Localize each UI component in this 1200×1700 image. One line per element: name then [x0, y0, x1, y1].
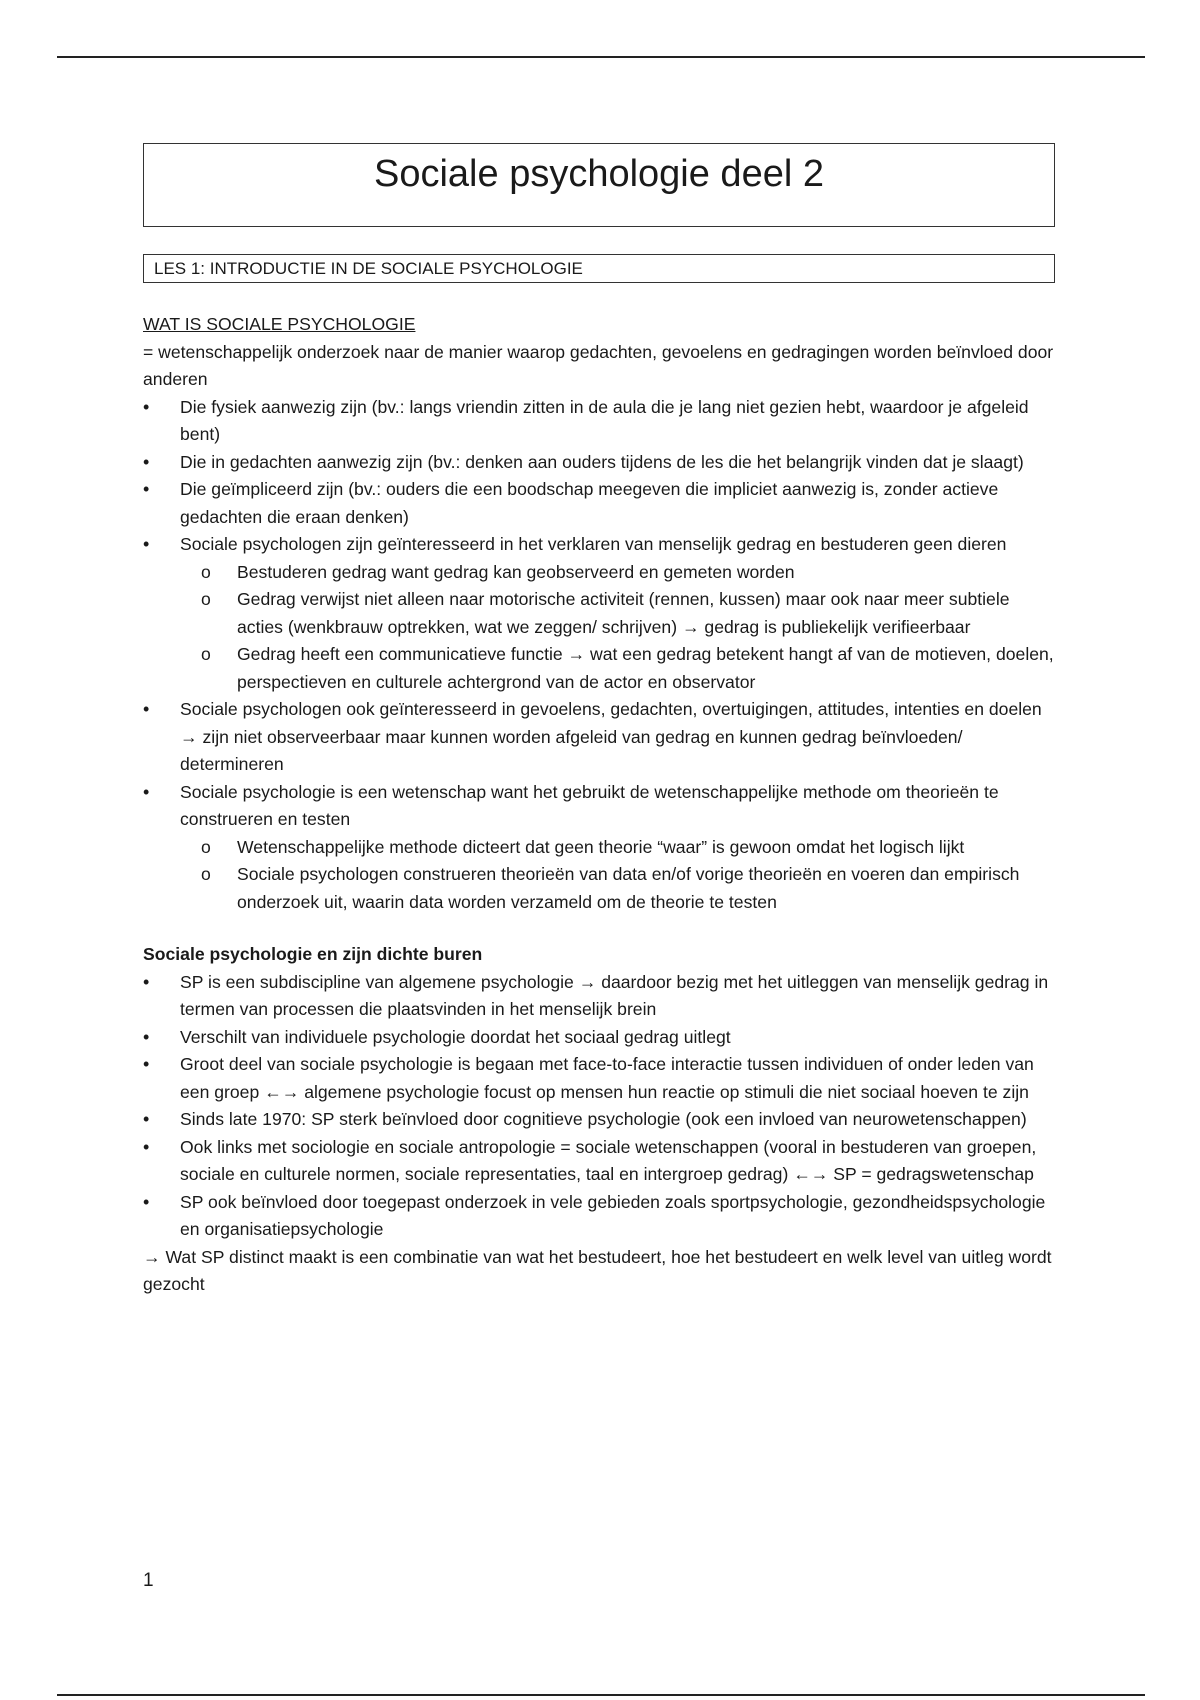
list-item: • SP is een subdiscipline van algemene psychologie → daardoor bezig met het uitleggen van menselijk gedrag in termen van processen die plaatsvinden in het menselijk brein	[143, 969, 1055, 1024]
page-content	[143, 143, 1055, 1299]
bullet-text: Sociale psychologen ook geïnteresseerd in gevoelens, gedachten, overtuigingen, attitudes, intenties en doelen → zijn niet observeerbaar maar kunnen worden afgeleid van gedrag en kunnen gedrag beïnvloeden/ determineren	[180, 699, 1042, 774]
list-item	[143, 779, 1055, 917]
bullet-text: Die fysiek aanwezig zijn (bv.: langs vriendin zitten in de aula die je lang niet gezien hebt, waardoor je afgeleid bent)	[180, 396, 1029, 444]
list-item: • SP ook beïnvloed door toegepast onderzoek in vele gebieden zoals sportpsychologie, gezondheidspsychologie en organisatiepsychologie	[143, 1189, 1055, 1244]
list-item: • Verschilt van individuele psychologie doordat het sociaal gedrag uitlegt	[143, 1024, 1055, 1052]
sub-list-item: o Bestuderen gedrag want gedrag kan geobserveerd en gemeten worden	[180, 559, 1055, 587]
section1-bullet-list	[143, 394, 1055, 917]
definition-text: = wetenschappelijk onderzoek naar de manier waarop gedachten, gevoelens en gedragingen worden beïnvloed door anderen	[143, 341, 1054, 389]
list-item	[143, 449, 1055, 477]
list-item: • Ook links met sociologie en sociale antropologie = sociale wetenschappen (vooral in bestuderen van groepen, sociale en culturele normen, sociale representaties, taal en intergroep gedrag) ←→ SP = gedragswetenschap	[143, 1134, 1055, 1189]
sub-list-item: o Sociale psychologen construeren theorieën van data en/of vorige theorieën en voeren dan empirisch onderzoek uit, waarin data worden verzameld om de theorie te testen	[180, 861, 1055, 916]
list-item: • Sinds late 1970: SP sterk beïnvloed door cognitieve psychologie (ook een invloed van neurowetenschappen)	[143, 1106, 1055, 1134]
sub-list	[180, 834, 1055, 917]
sub-list-item: o Gedrag heeft een communicatieve functie → wat een gedrag betekent hangt af van de motieven, doelen, perspectieven en culturele achtergrond van de actor en observator	[180, 641, 1055, 696]
document-title: Sociale psychologie deel 2	[374, 153, 824, 195]
list-item	[143, 394, 1055, 449]
list-item	[143, 476, 1055, 531]
bullet-text: Die geïmpliceerd zijn (bv.: ouders die een boodschap meegeven die impliciet aanwezig is, zonder actieve gedachten die eraan denken)	[180, 479, 999, 527]
section-heading-wat-is: WAT IS SOCIALE PSYCHOLOGIE	[143, 314, 416, 334]
bullet-text: Sociale psychologen zijn geïnteresseerd in het verklaren van menselijk gedrag en bestuderen geen dieren	[180, 534, 1007, 554]
bullet-text: Die in gedachten aanwezig zijn (bv.: denken aan ouders tijdens de les die het belangrijk vinden dat je slaagt)	[180, 451, 1024, 472]
list-item: • Groot deel van sociale psychologie is begaan met face-to-face interactie tussen individuen of onder leden van een groep ←→ algemene psychologie focust op mensen hun reactie op stimuli die niet sociaal hoeven te zijn	[143, 1051, 1055, 1106]
section-heading-dichte-buren: Sociale psychologie en zijn dichte buren	[143, 944, 483, 964]
sub-list	[180, 559, 1055, 697]
conclusion-text: → Wat SP distinct maakt is een combinatie van wat het bestudeert, hoe het bestudeert en welk level van uitleg wordt gezocht	[143, 1246, 1052, 1294]
lesson-header: LES 1: INTRODUCTIE IN DE SOCIALE PSYCHOLOGIE	[143, 254, 1055, 283]
sub-list-item: o Wetenschappelijke methode dicteert dat geen theorie “waar” is gewoon omdat het logisch lijkt	[180, 834, 1055, 862]
list-item	[143, 531, 1055, 696]
list-item	[143, 696, 1055, 779]
page-number: 1	[143, 1570, 154, 1591]
bottom-rule	[57, 1694, 1145, 1696]
sub-list-item: o Gedrag verwijst niet alleen naar motorische activiteit (rennen, kussen) maar ook naar meer subtiele acties (wenkbrauw optrekken, wat we zeggen/ schrijven) → gedrag is publiekelijk verifieerbaar	[180, 586, 1055, 641]
bullet-text: Sociale psychologie is een wetenschap want het gebruikt de wetenschappelijke methode om theorieën te construeren en testen	[180, 781, 999, 829]
title-box	[143, 143, 1055, 227]
top-rule	[57, 56, 1145, 58]
section2-bullet-list	[143, 969, 1055, 1244]
